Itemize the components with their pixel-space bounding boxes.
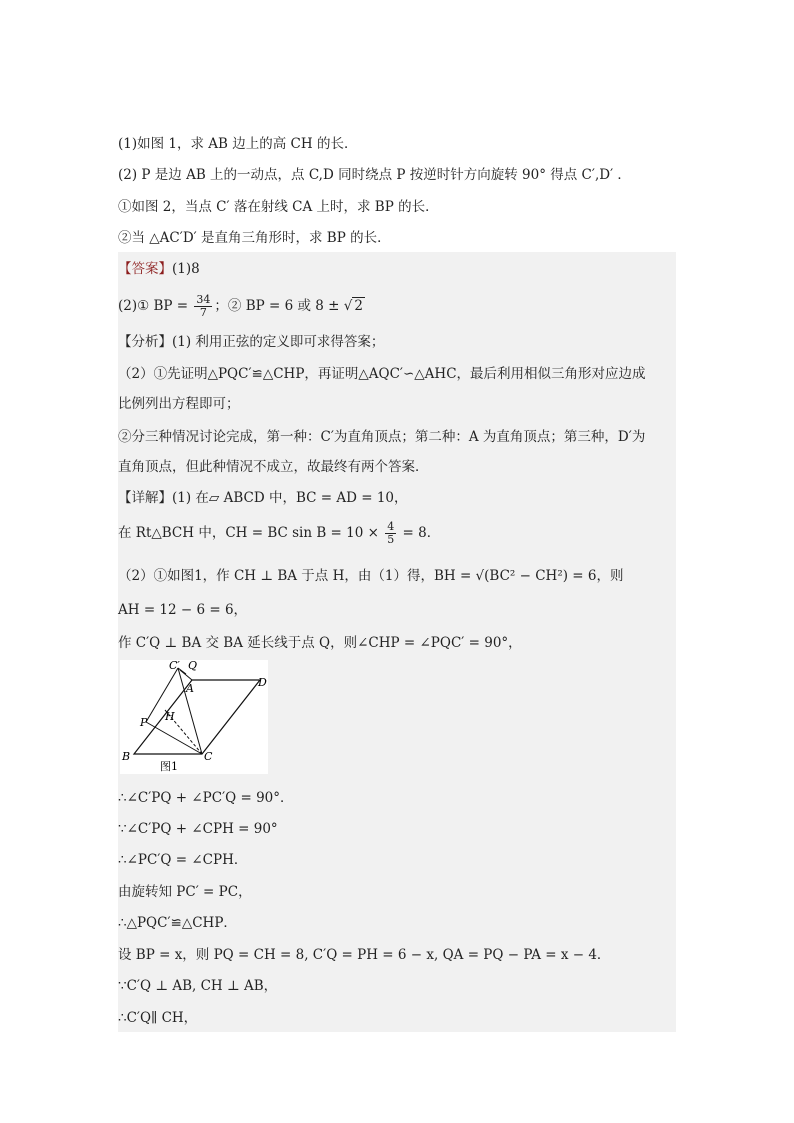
answer-line-2 xyxy=(118,292,676,320)
detail-2-suffix: = 8． xyxy=(398,525,441,541)
analysis-line-4: ②分三种情况讨论完成，第一种：C′为直角顶点；第二种：A 为直角顶点；第三种，D′为 xyxy=(118,429,646,445)
detail-line-10: ∴△PQC′≌△CHP． xyxy=(118,915,237,931)
detail-line-6: ∴∠C′PQ + ∠PC′Q = 90°． xyxy=(118,790,294,806)
detail-fraction-denominator: 5 xyxy=(387,533,395,546)
label-c-prime: C′ xyxy=(169,660,180,672)
detail-line-7: ∵∠C′PQ + ∠CPH = 90° xyxy=(118,821,278,837)
analysis-label: 【分析】 xyxy=(118,334,172,350)
label-p: P xyxy=(140,716,148,729)
label-c: C xyxy=(204,750,213,763)
detail-line-5: 作 C′Q ⊥ BA 交 BA 延长线于点 Q，则∠CHP = ∠PQC′ = 90°， xyxy=(118,635,522,651)
detail-line-12: ∵C′Q ⊥ AB, CH ⊥ AB， xyxy=(118,978,278,994)
figure-caption: 图1 xyxy=(160,760,178,773)
question-2-part-1: ①如图 2，当点 C′ 落在射线 CA 上时，求 BP 的长． xyxy=(118,199,439,215)
detail-line-4: AH = 12 − 6 = 6， xyxy=(118,602,248,618)
detail-line-9: 由旋转知 PC′ = PC， xyxy=(118,884,252,900)
answer-1: (1)8 xyxy=(172,261,200,277)
detail-line-11: 设 BP = x，则 PQ = CH = 8, C′Q = PH = 6 − x, QA = PQ − PA = x − 4． xyxy=(118,947,611,963)
analysis-line-3: 比例列出方程即可； xyxy=(118,396,240,412)
analysis-line-2: （2）①先证明△PQC′≌△CHP，再证明△AQC′∽△AHC，最后利用相似三角形对应边成 xyxy=(118,366,646,382)
question-2: (2) P 是边 AB 上的一动点，点 C,D 同时绕点 P 按逆时针方向旋转 90° 得点 C′,D′ ． xyxy=(118,167,631,183)
answer-fraction-numerator: 34 xyxy=(196,293,211,306)
answer-fraction xyxy=(194,294,212,319)
answer-line-1 xyxy=(118,259,676,279)
question-1: (1)如图 1，求 AB 边上的高 CH 的长． xyxy=(118,136,358,152)
answer-fraction-denominator: 7 xyxy=(199,306,207,319)
label-a: A xyxy=(186,682,194,695)
answer-2-middle: ；② BP = 6 或 8 ± √ xyxy=(214,298,353,314)
detail-2-prefix: 在 Rt△BCH 中，CH = BC sin B = 10 × xyxy=(118,525,384,541)
detail-line-2 xyxy=(118,518,676,548)
question-2-part-2: ②当 △AC′D′ 是直角三角形时，求 BP 的长． xyxy=(118,230,391,246)
detail-text-1: (1) 在▱ ABCD 中，BC = AD = 10， xyxy=(172,490,408,506)
label-h: H xyxy=(165,710,175,723)
detail-line-8: ∴∠PC′Q = ∠CPH． xyxy=(118,852,248,868)
detail-fraction-numerator: 4 xyxy=(387,520,395,533)
figure-1 xyxy=(120,660,268,774)
detail-label: 【详解】 xyxy=(118,490,172,506)
label-b: B xyxy=(122,750,131,763)
detail-fraction xyxy=(385,521,396,546)
label-q: Q xyxy=(188,660,198,672)
detail-line-3: （2）①如图1，作 CH ⊥ BA 于点 H，由（1）得，BH = √(BC² − CH²) = 6，则 xyxy=(118,568,624,584)
label-d: D xyxy=(258,676,267,689)
analysis-text-1: (1) 利用正弦的定义即可求得答案； xyxy=(172,334,385,350)
detail-line-13: ∴C′Q∥ CH， xyxy=(118,1010,198,1026)
answer-radicand: 2 xyxy=(354,298,363,314)
answer-label: 【答案】 xyxy=(118,261,172,277)
detail-line-1 xyxy=(118,488,676,508)
analysis-line-5: 直角顶点，但此种情况不成立，故最终有两个答案． xyxy=(118,459,429,475)
answer-2-prefix: (2)① BP = xyxy=(118,298,193,314)
analysis-line-1 xyxy=(118,332,676,352)
